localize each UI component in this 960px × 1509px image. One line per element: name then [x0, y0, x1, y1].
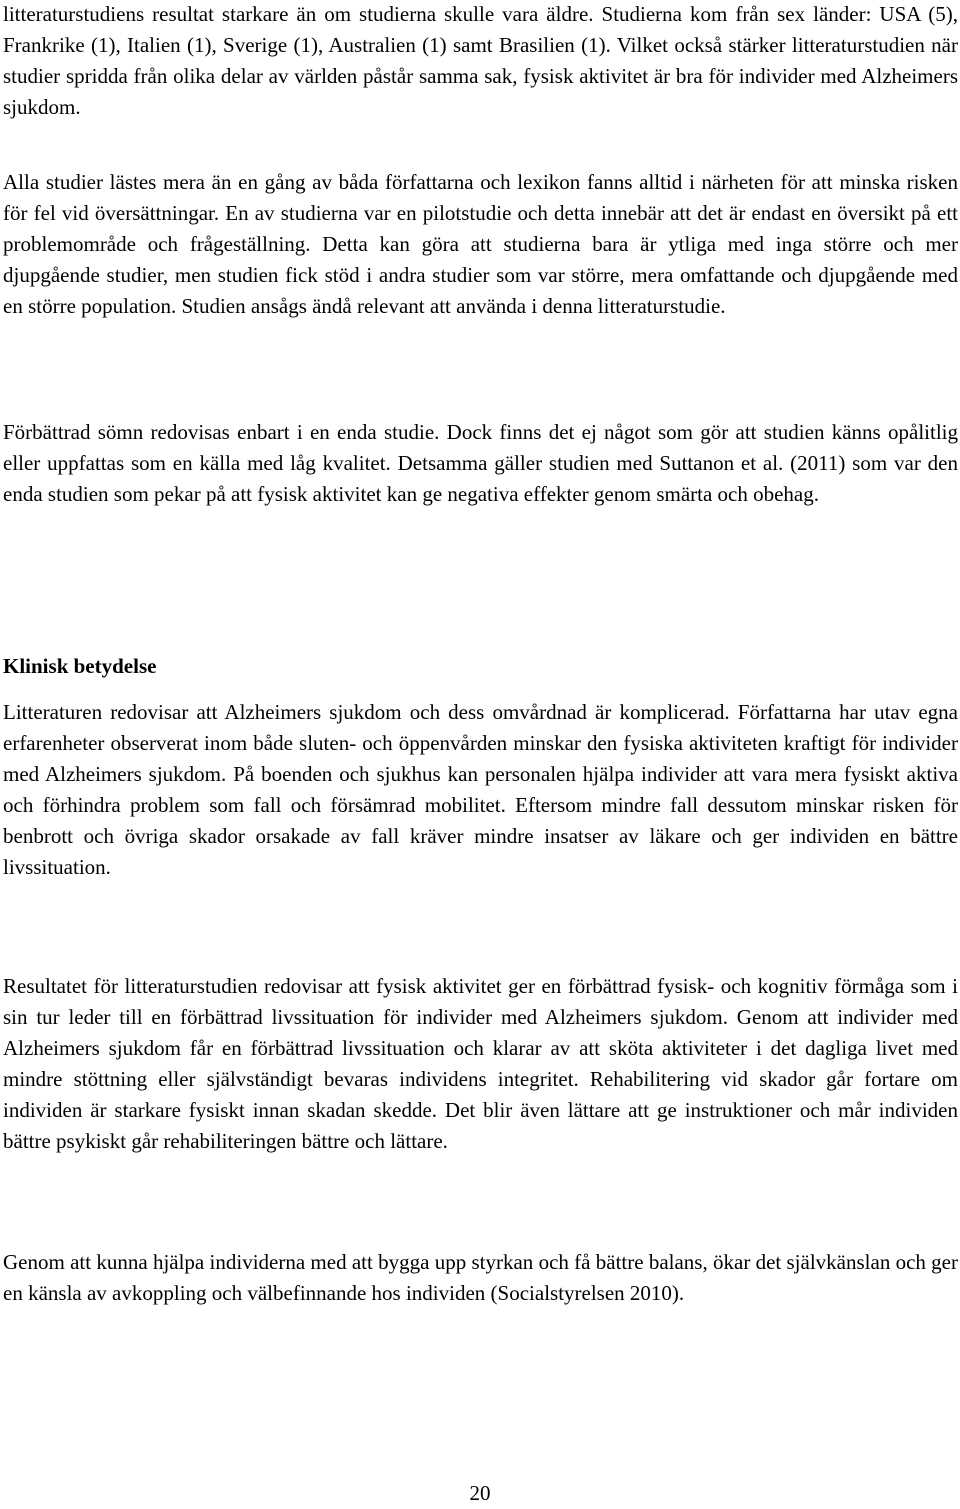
paragraph-improved-sleep: Förbättrad sömn redovisas enbart i en enda studie. Dock finns det ej något som gör att studien känns opålitlig eller uppfattas som en källa med låg kvalitet. Detsamma gäller studien med Suttanon et al. (2011) som var den enda studien som pekar på att fysisk aktivitet kan ge negativa effekter genom smärta och obehag. — [3, 420, 958, 506]
page-number: 20 — [469, 1481, 491, 1505]
paragraph-study-countries: litteraturstudiens resultat starkare än om studierna skulle vara äldre. Studierna kom från sex länder: USA (5), Frankrike (1), Italien (1), Sverige (1), Australien (1) samt Brasilien (1). Vilket också stärker litteraturstudien när studier spridda från olika delar av världen påstår samma sak, fysisk aktivitet är bra för individer med Alzheimers sjukdom. — [3, 2, 958, 119]
paragraph-clinical-literature: Litteraturen redovisar att Alzheimers sjukdom och dess omvårdnad är komplicerad. Författarna har utav egna erfarenheter observerat inom både sluten- och öppenvården minskar den fysiska aktiviteten kraftigt för individer med Alzheimers sjukdom. På boenden och sjukhus kan personalen hjälpa individer att vara mera fysiskt aktiva och förhindra problem som fall och försämrad mobilitet. Eftersom mindre fall dessutom minskar risken för benbrott och övriga skador orsakade av fall kräver mindre insatser av läkare och ger individen en bättre livssituation. — [3, 700, 958, 879]
paragraph-study-reading: Alla studier lästes mera än en gång av båda författarna och lexikon fanns alltid i närheten för att minska risken för fel vid översättningar. En av studierna var en pilotstudie och detta innebär att det är endast en översikt på ett problemområde och frågeställning. Detta kan göra att studierna bara är ytliga med inga större och mer djupgående studier, men studien fick stöd i andra studier som var större, mera omfattande och djupgående med en större population. Studien ansågs ändå relevant att använda i denna litteraturstudie. — [3, 170, 958, 318]
paragraph-clinical-results: Resultatet för litteraturstudien redovisar att fysisk aktivitet ger en förbättrad fysisk- och kognitiv förmåga som i sin tur leder till en förbättrad livssituation för individer med Alzheimers sjukdom. Genom att individer med Alzheimers sjukdom får en förbättrad livssituation och klarar av att sköta aktiviteter i det dagliga livet med mindre stöttning eller självständigt bevaras individens integritet. Rehabilitering vid skador går fortare om individen är starkare fysiskt innan skadan skedde. Det blir även lättare att ge instruktioner och mår individen bättre psykiskt går rehabiliteringen bättre och lättare. — [3, 974, 958, 1153]
section-heading-clinical-significance: Klinisk betydelse — [3, 654, 157, 678]
paragraph-clinical-balance: Genom att kunna hjälpa individerna med att bygga upp styrkan och få bättre balans, ökar det självkänslan och ger en känsla av avkoppling och välbefinnande hos individen (Socialstyrelsen 2010). — [3, 1250, 958, 1305]
